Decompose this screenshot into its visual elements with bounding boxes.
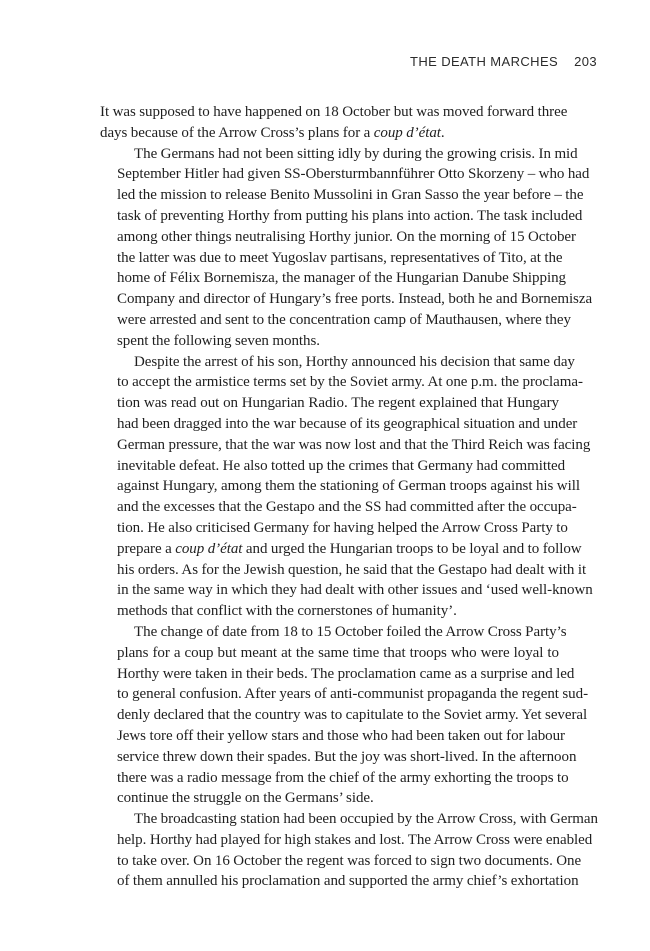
text-line: tion. He also criticised Germany for having helped the Arrow Cross Party to xyxy=(117,519,568,536)
text-line: days because of the Arrow Cross’s plans for a coup d’état. xyxy=(100,124,445,141)
text-line: prepare a coup d’état and urged the Hungarian troops to be loyal and to follow xyxy=(117,540,582,557)
text-line: The Germans had not been sitting idly by during the growing crisis. In mid xyxy=(134,145,578,162)
text-line: Horthy were taken in their beds. The proclamation came as a surprise and led xyxy=(117,665,575,682)
text-line: methods that conflict with the cornerstones of humanity’. xyxy=(117,603,457,620)
text-line: there was a radio message from the chief of the army exhorting the troops to xyxy=(117,769,569,786)
text-line: had been dragged into the war because of its geographical situation and under xyxy=(117,415,578,432)
text-line: Company and director of Hungary’s free ports. Instead, both he and Bornemisza xyxy=(117,291,593,308)
running-title: THE DEATH MARCHES xyxy=(409,54,559,69)
text-line: tion was read out on Hungarian Radio. The regent explained that Hungary xyxy=(117,395,559,412)
paragraph-2 xyxy=(100,144,593,352)
text-line: The change of date from 18 to 15 October foiled the Arrow Cross Party’s xyxy=(134,623,567,640)
text-line: to general confusion. After years of anti-communist propaganda the regent sud- xyxy=(117,686,589,703)
paragraph-1 xyxy=(100,102,568,144)
text-line: home of Félix Bornemisza, the manager of the Hungarian Danube Shipping xyxy=(117,270,566,287)
text-line: German pressure, that the war was now lost and that the Third Reich was facing xyxy=(117,436,591,453)
running-header xyxy=(100,54,597,69)
text-line: September Hitler had given SS-Obersturmbannführer Otto Skorzeny – who had xyxy=(117,166,590,183)
text-line: to take over. On 16 October the regent was forced to sign two documents. One xyxy=(117,852,582,869)
paragraph-3 xyxy=(100,352,593,622)
text-line: help. Horthy had played for high stakes and lost. The Arrow Cross were enabled xyxy=(117,831,593,848)
page-number: 203 xyxy=(574,54,597,69)
text-line: of them annulled his proclamation and supported the army chief’s exhortation xyxy=(117,873,579,890)
text-line: and the excesses that the Gestapo and the SS had committed after the occupa- xyxy=(117,499,577,516)
text-line: against Hungary, among them the stationing of German troops against his will xyxy=(117,478,580,495)
text-line: continue the struggle on the Germans’ side. xyxy=(117,790,374,807)
paragraph-5 xyxy=(100,809,598,892)
text-line: in the same way in which they had dealt with other issues and ‘used well-known xyxy=(117,582,593,599)
text-line: spent the following seven months. xyxy=(117,332,320,349)
text-line: led the mission to release Benito Mussolini in Gran Sasso the year before – the xyxy=(117,187,584,204)
text-line: the latter was due to meet Yugoslav partisans, representatives of Tito, at the xyxy=(117,249,563,266)
text-line: were arrested and sent to the concentration camp of Mauthausen, where they xyxy=(117,311,571,328)
text-line: task of preventing Horthy from putting his plans into action. The task included xyxy=(117,207,583,224)
italic-phrase: coup d’état xyxy=(373,124,441,141)
text-line: to accept the armistice terms set by the Soviet army. At one p.m. the proclama- xyxy=(117,374,583,391)
text-line: among other things neutralising Horthy junior. On the morning of 15 October xyxy=(117,228,576,245)
text-line: his orders. As for the Jewish question, he said that the Gestapo had dealt with it xyxy=(117,561,587,578)
text-line: It was supposed to have happened on 18 October but was moved forward three xyxy=(100,104,568,120)
text-line: plans for a coup but meant at the same time that troops who were loyal to xyxy=(117,644,559,661)
text-line: denly declared that the country was to capitulate to the Soviet army. Yet several xyxy=(117,707,588,724)
text-line: The broadcasting station had been occupied by the Arrow Cross, with German xyxy=(134,811,598,828)
body-text xyxy=(100,102,598,892)
text-line: inevitable defeat. He also totted up the crimes that Germany had committed xyxy=(117,457,566,474)
italic-phrase: coup d’état xyxy=(175,540,243,557)
paragraph-4 xyxy=(100,622,589,809)
text-line: Jews tore off their yellow stars and those who had been taken out for labour xyxy=(117,727,566,744)
text-line: Despite the arrest of his son, Horthy announced his decision that same day xyxy=(134,353,575,370)
text-line: service threw down their spades. But the joy was short-lived. In the afternoon xyxy=(117,748,577,765)
